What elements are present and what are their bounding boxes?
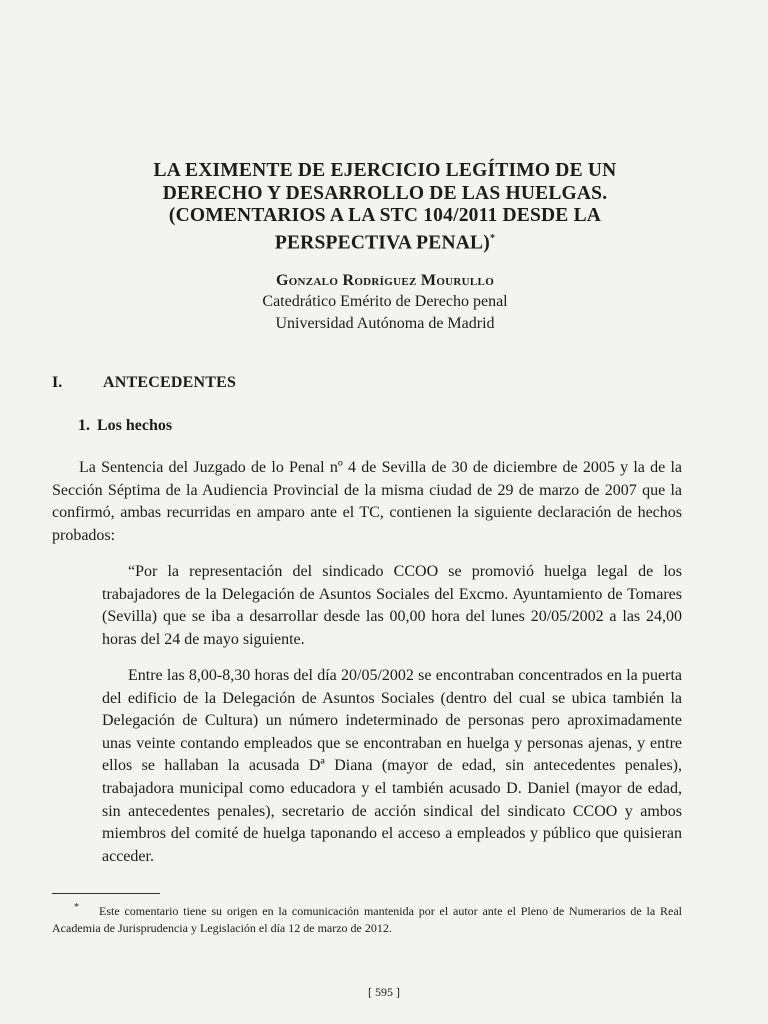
footnote (52, 903, 682, 937)
subsection-title: Los hechos (97, 417, 173, 434)
body-paragraph: La Sentencia del Juzgado de lo Penal nº 4 de Sevilla de 30 de diciembre de 2005 y la de la Sección Séptima de la Audiencia Provincial de la misma ciudad de 29 de marzo de 2007 que la confirmó, ambas recurridas en amparo ante el TC, contienen la siguiente declaración de hechos probados: (52, 459, 682, 544)
title-line: DERECHO Y DESARROLLO DE LAS HUELGAS. (162, 182, 608, 204)
subsection-heading (78, 416, 172, 436)
footnote-mark: * (74, 902, 79, 913)
section-number: I. (52, 374, 63, 391)
section-title: ANTECEDENTES (103, 374, 237, 391)
author-block (95, 270, 675, 335)
quoted-paragraph: “Por la representación del sindicado CCOO se promovió huelga legal de los trabajadores de la Delegación de Asuntos Sociales del Excmo. Ayuntamiento de Tomares (Sevilla) que se iba a desarrollar desde las 00,00 hora del lunes 20/05/2002 a las 24,00 horas del 24 de mayo siguiente. (102, 563, 682, 648)
page-number: [ 595 ] (368, 985, 400, 999)
subsection-number: 1. (78, 417, 90, 434)
title-line: LA EXIMENTE DE EJERCICIO LEGÍTIMO DE UN (153, 160, 617, 181)
author-institution: Universidad Autónoma de Madrid (275, 315, 495, 332)
author-name: Gonzalo Rodríguez Mourullo (275, 272, 495, 289)
title-line (95, 228, 675, 255)
title-line-text: PERSPECTIVA PENAL) (274, 232, 490, 253)
footnote-divider (52, 893, 160, 894)
title-line: (COMENTARIOS A LA STC 104/2011 DESDE LA (168, 205, 602, 226)
quoted-paragraph: Entre las 8,00-8,30 horas del día 20/05/2002 se encontraban concentrados en la puerta del edificio de la Delegación de Asuntos Sociales (dentro del cual se ubica también la Delegación de Cultura) un número indeterminado de personas pero aproximadamente unas veinte contando empleados que se encontraban en huelga y personas ajenas, y entre ellos se hallaban la acusada Dª Diana (mayor de edad, sin antecedentes penales), trabajadora municipal como educadora y el también acusado D. Daniel (mayor de edad, sin antecedentes penales), secretario de acción sindical del sindicato CCOO y ambos miembros del comité de huelga taponando el acceso a empleados y público que quisieran acceder. (102, 667, 682, 865)
footnote-text: Este comentario tiene su origen en la comunicación mantenida por el autor ante el Pleno de Numerarios de la Real Academia de Jurisprudencia y Legislación el día 12 de marzo de 2012. (52, 904, 682, 935)
title-footnote-mark: * (489, 232, 496, 244)
author-position: Catedrático Emérito de Derecho penal (262, 293, 508, 310)
article-title (95, 160, 675, 255)
